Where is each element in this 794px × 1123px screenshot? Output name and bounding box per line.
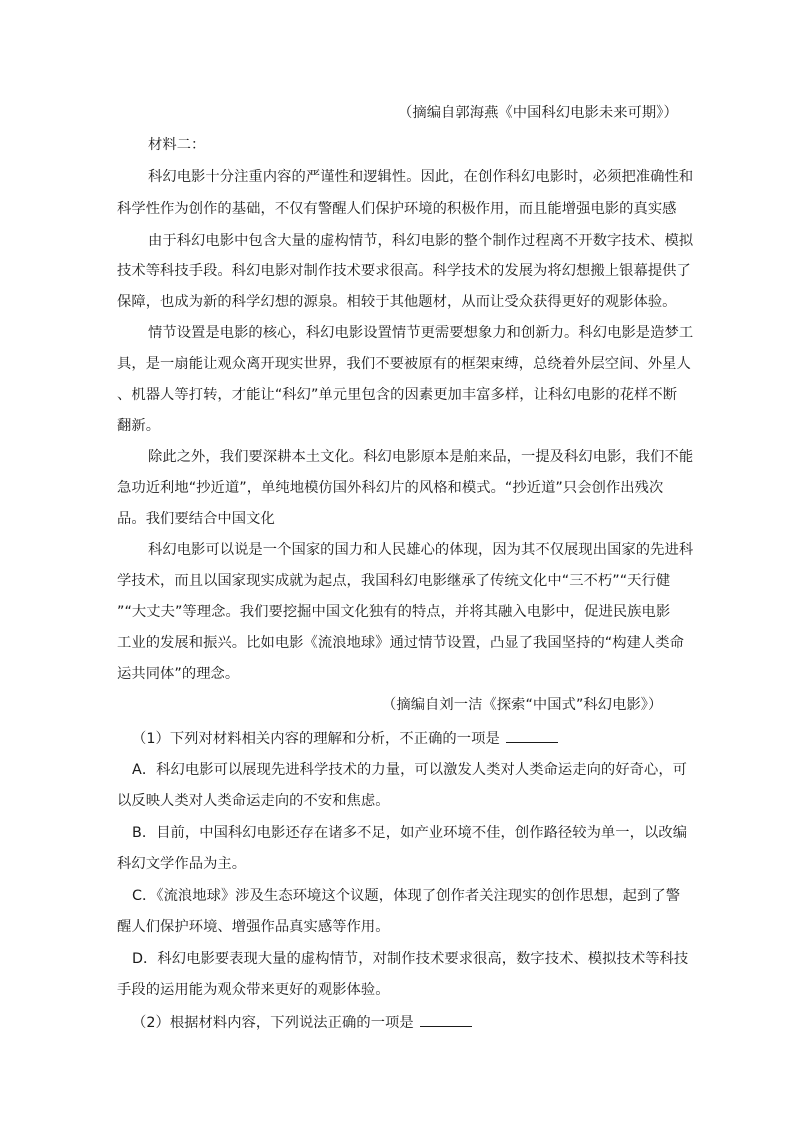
option-b-line: 科幻文学作品为主。 (117, 856, 247, 872)
paragraph-line: 学技术，而且以国家现实成就为起点，我国科幻电影继承了传统文化中“三不朽”“天行健 (117, 573, 671, 589)
paragraph-line: 技术等科技手段。科幻电影对制作技术要求很高。科学技术的发展为将幻想搬上银幕提供了 (117, 263, 691, 279)
paragraph-line: 、机器人等打转，才能让“科幻”单元里包含的因素更加丰富多样，让科幻电影的花样不断 (117, 387, 678, 403)
option-d-line: D．科幻电影要表现大量的虚构情节，对制作技术要求很高，数字技术、模拟技术等科技 (132, 951, 689, 967)
paragraph-line: 保障，也成为新的科学幻想的源泉。相较于其他题材，从而让受众获得更好的观影体验。 (117, 294, 677, 310)
question-1-text: （1）下列对材料相关内容的理解和分析，不正确的一项是 (132, 731, 500, 747)
option-c-line: C．《流浪地球》涉及生态环境这个议题，体现了创作者关注现实的创作思想，起到了警 (132, 888, 681, 904)
paragraph-line: 由于科幻电影中包含大量的虚构情节，科幻电影的整个制作过程离不开数字技术、模拟 (148, 233, 694, 249)
paragraph-line: 工业的发展和振兴。比如电影《流浪地球》通过情节设置，凸显了我国坚持的“构建人类命 (117, 635, 684, 651)
question-1-stem (132, 728, 558, 749)
material-2-heading: 材料二： (148, 137, 206, 153)
question-2-stem (132, 1012, 472, 1033)
paragraph-line: 品。我们要结合中国文化 (117, 511, 275, 527)
option-a-line: 以反映人类对人类命运走向的不安和焦虑。 (117, 793, 390, 809)
paragraph-line: 科幻电影可以说是一个国家的国力和人民雄心的体现，因为其不仅展现出国家的先进科 (148, 542, 694, 558)
paragraph-line: 翻新。 (117, 418, 161, 434)
source-citation-1: （摘编自郭海燕《中国科幻电影未来可期》） (398, 105, 678, 121)
paragraph-line: 情节设置是电影的核心，科幻电影设置情节更需要想象力和创新力。科幻电影是造梦工 (148, 325, 694, 341)
answer-blank-1 (506, 728, 558, 743)
source-citation-2: （摘编自刘一洁《探索“中国式”科幻电影》） (382, 697, 663, 713)
paragraph-line: 科学性作为创作的基础，不仅有警醒人们保护环境的积极作用，而且能增强电影的真实感 (117, 201, 677, 217)
paragraph-line: 科幻电影十分注重内容的严谨性和逻辑性。因此，在创作科幻电影时，必须把准确性和 (148, 169, 694, 185)
paragraph-line: 除此之外，我们要深耕本土文化。科幻电影原本是舶来品，一提及科幻电影，我们不能 (148, 449, 694, 465)
question-2-text: （2）根据材料内容，下列说法正确的一项是 (132, 1015, 414, 1031)
paragraph-line: 急功近利地“抄近道”，单纯地模仿国外科幻片的风格和模式。“抄近道”只会创作出残次 (117, 480, 664, 496)
option-c-line: 醒人们保护环境、增强作品真实感等作用。 (117, 919, 390, 935)
paragraph-line: ”“大丈夫”等理念。我们要挖掘中国文化独有的特点，并将其融入电影中，促进民族电影 (117, 604, 671, 620)
option-a-line: A．科幻电影可以展现先进科学技术的力量，可以激发人类对人类命运走向的好奇心，可 (132, 762, 688, 778)
answer-blank-2 (420, 1012, 472, 1027)
paragraph-line: 具，是一扇能让观众离开现实世界，我们不要被原有的框架束缚，总绕着外层空间、外星人 (117, 356, 691, 372)
option-b-line: B．目前，中国科幻电影还存在诸多不足，如产业环境不佳，创作路径较为单一，以改编 (132, 825, 688, 841)
paragraph-line: 运共同体”的理念。 (117, 666, 240, 682)
option-d-line: 手段的运用能为观众带来更好的观影体验。 (117, 982, 390, 998)
